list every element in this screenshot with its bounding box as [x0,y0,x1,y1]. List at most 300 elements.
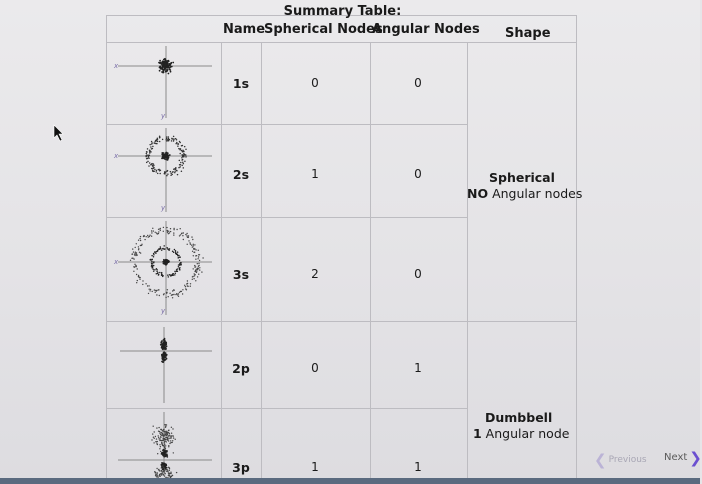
density-dot [166,140,168,142]
density-dot [170,442,171,443]
density-dot [194,275,195,276]
density-dot [166,454,168,456]
density-dot [154,169,156,171]
header-shape: Shape [505,26,551,41]
density-dot [187,286,188,287]
density-dot [163,445,164,446]
density-dot [165,355,167,357]
density-dot [161,474,162,475]
density-dot [133,271,134,272]
density-dot [152,169,154,171]
density-dot [146,153,148,155]
density-dot [165,67,167,69]
density-dot [173,435,174,436]
density-dot [136,243,137,244]
density-dot [181,171,183,173]
density-dot [197,263,198,264]
density-dot [150,146,152,148]
density-dot [175,439,176,440]
density-dot [161,361,163,363]
density-dot [161,435,162,436]
density-dot [186,233,187,234]
density-dot [147,161,149,163]
density-dot [133,251,134,252]
density-dot [158,438,159,439]
density-dot [180,228,181,229]
density-dot [136,282,137,283]
density-dot [160,432,161,433]
density-dot [153,256,155,258]
density-dot [162,433,163,434]
density-dot [190,244,191,245]
chevron-right-icon: ❯ [689,448,702,467]
previous-button[interactable] [594,451,647,469]
density-dot [190,283,191,284]
density-dot [194,266,195,267]
density-dot [170,473,171,474]
table-row-divider [106,217,468,218]
density-dot [171,138,173,140]
density-dot [165,359,167,361]
density-dot [172,428,173,429]
density-dot [140,236,141,237]
density-dot [159,228,160,229]
density-dot [181,159,183,161]
density-dot [169,154,171,156]
density-dot [173,437,174,438]
density-dot [167,248,169,250]
density-dot [139,238,140,239]
density-dot [144,236,145,237]
density-dot [134,267,135,268]
density-dot [169,69,171,71]
density-dot [155,292,156,293]
table-col-divider [261,42,262,481]
density-dot [173,251,175,253]
density-dot [158,169,160,171]
density-dot [172,274,174,276]
density-dot [158,231,159,232]
density-dot [192,246,193,247]
density-dot [162,139,164,141]
density-dot [156,251,158,253]
density-dot [163,259,165,261]
density-dot [168,276,170,278]
density-dot [180,234,181,235]
density-dot [160,446,161,447]
density-dot [136,265,137,266]
density-dot [187,237,188,238]
density-dot [146,236,147,237]
density-dot [182,289,183,290]
density-dot [149,162,151,164]
density-dot [180,148,182,150]
angular-nodes-cell: 1 [414,361,422,375]
density-dot [135,255,136,256]
density-dot [193,278,194,279]
density-dot [172,440,173,441]
density-dot [162,430,163,431]
density-dot [199,260,200,261]
density-dot [182,162,184,164]
density-dot [161,467,162,468]
density-dot [156,468,157,469]
density-dot [137,254,138,255]
density-dot [179,292,180,293]
density-dot [194,244,195,245]
density-dot [160,473,161,474]
orbital-name-cell: 3p [232,460,250,475]
header-angular-nodes: Angular Nodes [372,22,480,37]
density-dot [166,431,167,432]
density-dot [133,258,134,259]
density-dot [160,437,161,438]
density-dot [159,474,160,475]
density-dot [170,71,172,73]
density-dot [153,230,154,231]
x-axis-label: x [114,152,119,160]
density-dot [169,470,170,471]
density-dot [138,246,139,247]
density-dot [154,252,156,254]
density-dot [174,170,176,172]
density-dot [155,171,157,173]
density-dot [152,291,153,292]
density-dot [161,470,162,471]
density-dot [158,274,160,276]
density-dot [151,148,153,150]
density-dot [158,233,159,234]
spherical-nodes-cell: 1 [311,167,319,181]
spherical-nodes-cell: 0 [311,76,319,90]
density-dot [193,255,194,256]
density-dot [198,263,199,264]
density-dot [165,439,166,440]
table-row-divider [106,124,468,125]
density-dot [166,345,168,347]
density-dot [160,451,161,452]
density-dot [171,437,172,438]
density-dot [163,438,164,439]
density-dot [199,269,200,270]
density-dot [152,433,153,434]
density-dot [165,59,167,61]
density-dot [158,437,159,438]
header-name: Name [223,22,266,37]
density-dot [159,444,160,445]
density-dot [169,293,170,294]
density-dot [160,246,162,248]
density-dot [149,152,151,154]
density-dot [135,247,136,248]
density-dot [148,165,150,167]
density-dot [177,251,179,253]
density-dot [158,469,159,470]
density-dot [171,435,172,436]
density-dot [147,235,148,236]
density-dot [164,469,165,470]
density-dot [198,256,199,257]
density-dot [155,472,156,473]
density-dot [170,275,172,277]
density-dot [149,154,151,156]
density-dot [195,255,196,256]
density-dot [169,248,171,250]
density-dot [178,296,179,297]
density-dot [153,163,155,165]
density-dot [149,144,151,146]
density-dot [161,62,163,64]
density-dot [165,71,167,73]
density-dot [153,442,154,443]
density-dot [164,441,165,442]
density-dot [195,249,196,250]
density-dot [189,242,190,243]
density-dot [159,272,161,274]
density-dot [173,234,174,235]
density-dot [196,269,197,270]
density-dot [158,229,159,230]
density-dot [174,274,176,276]
density-dot [183,239,184,240]
density-dot [176,170,178,172]
density-dot [167,274,169,276]
density-dot [161,341,163,343]
density-dot [173,228,174,229]
density-dot [155,474,156,475]
density-dot [170,62,172,64]
density-dot [180,264,182,266]
density-dot [183,232,184,233]
density-dot [199,267,200,268]
electron-density-dots [158,58,174,75]
density-dot [179,142,181,144]
density-dot [177,255,179,257]
density-dot [167,159,169,161]
orbital-3p-image [108,410,220,478]
y-axis-label: y [161,112,166,120]
density-dot [162,276,164,278]
density-dot [173,136,175,138]
shape-spherical-count: NO [467,186,489,201]
density-dot [171,295,172,296]
angular-nodes-cell: 0 [414,167,422,181]
density-dot [144,239,145,240]
density-dot [167,289,168,290]
table-row-divider [106,321,577,322]
density-dot [156,232,157,233]
density-dot [162,154,164,156]
density-dot [158,248,160,250]
angular-nodes-cell: 0 [414,76,422,90]
density-dot [182,149,184,151]
density-dot [159,448,160,449]
density-dot [173,169,175,171]
density-dot [174,249,176,251]
density-dot [153,426,154,427]
density-dot [187,244,188,245]
density-dot [187,280,188,281]
shape-dumbbell-desc: Angular node [481,426,570,441]
density-dot [159,170,161,172]
table-title: Summary Table: [283,4,402,19]
density-dot [166,175,168,177]
density-dot [163,341,165,343]
density-dot [198,265,199,266]
density-dot [178,143,180,145]
density-dot [193,252,194,253]
density-dot [168,73,170,75]
density-dot [155,232,156,233]
density-dot [181,165,183,167]
table-col-divider [370,42,371,481]
density-dot [162,434,163,435]
next-button[interactable] [664,448,702,467]
density-dot [151,236,152,237]
density-dot [160,230,161,231]
density-dot [179,259,181,261]
density-dot [179,267,181,269]
density-dot [193,268,194,269]
density-dot [187,283,188,284]
density-dot [159,295,160,296]
density-dot [163,352,165,354]
density-dot [164,452,166,454]
density-dot [161,452,163,454]
shape-dumbbell-title: Dumbbell [485,410,553,425]
table-col-divider [467,42,468,481]
density-dot [163,355,165,357]
density-dot [138,240,139,241]
density-dot [170,472,171,473]
density-dot [181,233,182,234]
density-dot [175,251,177,253]
density-dot [169,274,171,276]
y-axis-label: y [161,307,166,315]
density-dot [201,271,202,272]
bottom-bar [0,478,700,484]
density-dot [161,355,163,357]
orbital-name-cell: 2p [232,361,250,376]
density-dot [169,443,170,444]
density-dot [159,70,161,72]
table-col-divider [221,42,222,481]
density-dot [179,164,181,166]
density-dot [142,280,143,281]
density-dot [172,290,173,291]
density-dot [153,261,155,263]
density-dot [145,155,147,157]
density-dot [156,271,158,273]
density-dot [168,435,169,436]
density-dot [136,274,137,275]
density-dot [170,175,172,177]
density-dot [146,151,148,153]
density-dot [188,240,189,241]
density-dot [148,285,149,286]
density-dot [166,471,167,472]
density-dot [170,231,171,232]
density-dot [162,444,163,445]
density-dot [192,279,193,280]
density-dot [149,151,151,153]
density-dot [197,258,198,259]
density-dot [180,162,182,164]
spherical-nodes-cell: 1 [311,460,319,474]
density-dot [192,276,193,277]
density-dot [176,472,177,473]
density-dot [194,274,195,275]
table-row-divider [106,408,468,409]
density-dot [177,257,179,259]
density-dot [179,153,181,155]
density-dot [164,431,165,432]
density-dot [150,289,151,290]
density-dot [149,149,151,151]
density-dot [170,171,172,173]
density-dot [176,229,177,230]
density-dot [148,157,150,159]
density-dot [182,293,183,294]
density-dot [196,270,197,271]
density-dot [170,436,171,437]
density-dot [152,146,154,148]
density-dot [181,157,183,159]
density-dot [172,62,174,64]
density-dot [195,259,196,260]
density-dot [156,443,157,444]
density-dot [163,61,165,63]
density-dot [166,63,168,65]
angular-nodes-cell: 0 [414,267,422,281]
density-dot [167,173,169,175]
density-dot [162,440,163,441]
density-dot [158,435,159,436]
density-dot [193,244,194,245]
density-dot [164,471,165,472]
density-dot [154,431,155,432]
density-dot [202,257,203,258]
density-dot [168,432,169,433]
density-dot [188,235,189,236]
density-dot [161,68,163,70]
density-dot [169,67,171,69]
density-dot [162,346,164,348]
density-dot [161,429,162,430]
density-dot [163,467,164,468]
density-dot [169,467,170,468]
density-dot [164,475,165,476]
density-dot [181,150,183,152]
density-dot [168,296,169,297]
density-dot [151,141,153,143]
density-dot [158,289,159,290]
density-dot [139,252,140,253]
density-dot [164,155,166,157]
density-dot [134,264,135,265]
density-dot [173,452,174,453]
density-dot [145,283,146,284]
density-dot [153,254,155,256]
y-axis-label: y [161,204,166,212]
density-dot [151,265,153,267]
density-dot [168,430,169,431]
density-dot [140,245,141,246]
density-dot [165,297,166,298]
density-dot [175,294,176,295]
density-dot [161,442,162,443]
density-dot [157,173,159,175]
